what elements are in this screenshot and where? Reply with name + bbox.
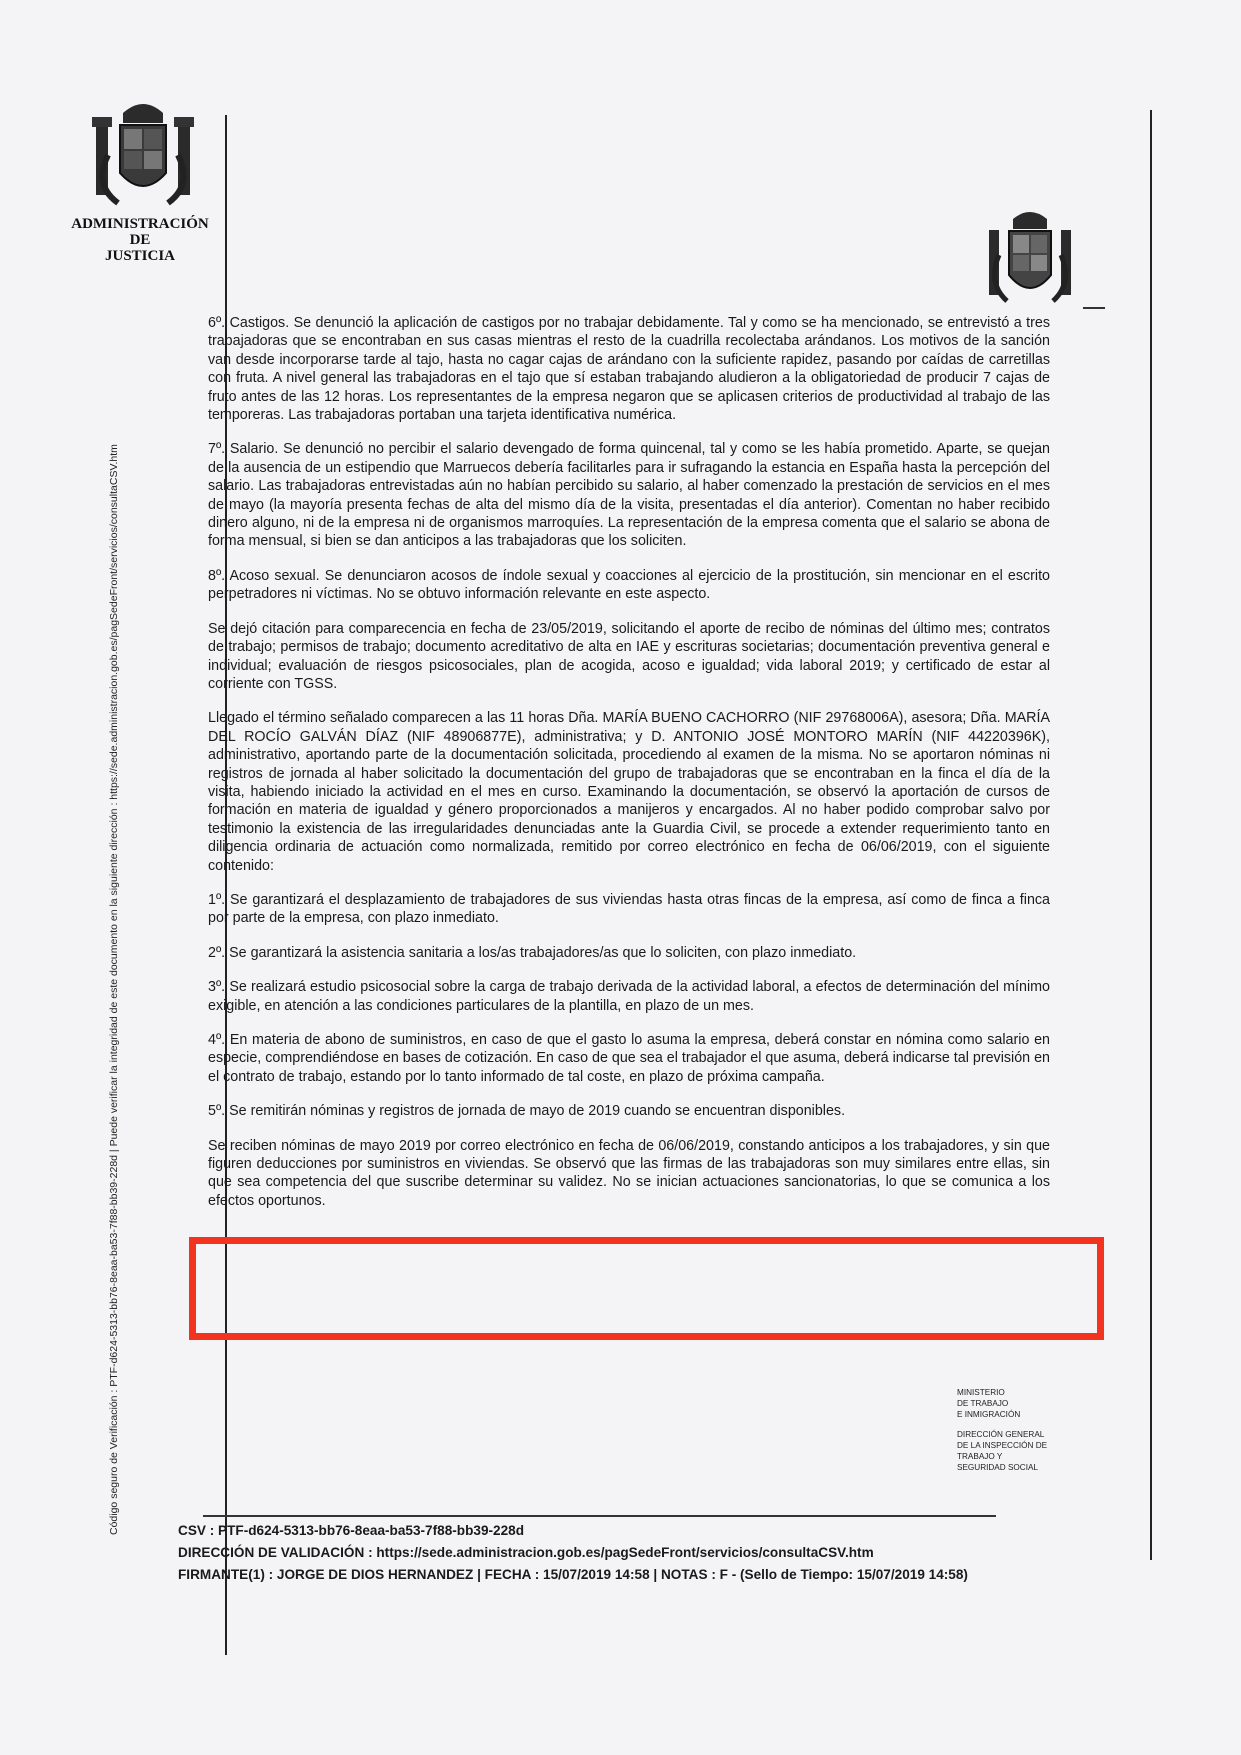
side-verification-note: Código seguro de Verificación : PTF-d624-5313-bb76-8eaa-ba53-7f88-bb39-228d | Puede verificar la integridad de este documento en la siguiente dirección : https://sede.administracion.gob.es/pagSedeFront/servicios/consultaCSV.htm <box>108 444 120 1535</box>
ministry-line: DIRECCIÓN GENERAL <box>957 1430 1045 1440</box>
ministry-line: MINISTERIO <box>957 1388 1005 1397</box>
paragraph-salario: 7º. Salario. Se denunció no percibir el salario devengado de forma quincenal, tal y como se les había prometido. Aparte, se quejan de la ausencia de un estipendio que Marruecos debería facilitarles para ir sufragando la estancia en España hasta la percepción del salario. Las trabajadoras entrevistadas aún no habían percibido su salario, al haber comenzado la prestación de servicios en el mes de mayo (la mayoría presenta fechas de alta del mismo día de la visita, presentadas el día anterior). Comentan no haber recibido dinero alguno, ni de la empresa ni de organismos marroquíes. La representación de la empresa comenta que el salario se abona de forma mensual, si bien se dan anticipos a las trabajadoras que los soliciten. <box>208 441 1050 550</box>
ministry-line: TRABAJO Y <box>957 1451 1003 1461</box>
footer-firmante: FIRMANTE(1) : JORGE DE DIOS HERNANDEZ | FECHA : 15/07/2019 14:58 | NOTAS : F - (Sello de Tiempo: 15/07/2019 14:58) <box>178 1567 968 1582</box>
paragraph-requirement-2: 2º. Se garantizará la asistencia sanitaria a los/as trabajadores/as que lo soliciten, con plazo inmediato. <box>208 944 857 961</box>
admin-line-2: DE <box>129 232 151 248</box>
coat-of-arms-icon <box>88 95 198 215</box>
ministry-line: DE TRABAJO <box>957 1398 1009 1408</box>
coat-of-arms-icon <box>985 205 1075 310</box>
paragraph-acoso: 8º. Acoso sexual. Se denunciaron acosos de índole sexual y coacciones al ejercicio de la prostitución, sin mencionar en el escrito perpetradores ni víctimas. No se obtuvo información relevante en este aspecto. <box>208 567 1050 603</box>
admin-line-3: JUSTICIA <box>104 248 176 264</box>
ministry-line: DE LA INSPECCIÓN DE <box>957 1441 1048 1451</box>
right-margin-line <box>1150 110 1152 1560</box>
footer-rule <box>203 1515 996 1517</box>
footer <box>178 1520 1078 1586</box>
footer-csv: CSV : PTF-d624-5313-bb76-8eaa-ba53-7f88-bb39-228d <box>178 1523 525 1538</box>
paragraph-requirement-3: 3º. Se realizará estudio psicosocial sobre la carga de trabajo derivada de la actividad laboral, a efectos de determinación del mínimo exigible, en atención a las condiciones particulares de la plantilla, en plazo de un mes. <box>208 979 1050 1014</box>
paragraph-citacion: Se dejó citación para comparecencia en fecha de 23/05/2019, solicitando el aporte de recibo de nóminas del último mes; contratos de trabajo; permisos de trabajo; documento acreditativo de alta en IAE y escrituras societarias; documentación preventiva general e individual; evaluación de riesgos psicosociales, plan de acogida, acoso e igualdad; vida laboral 2019; y certificado de estar al corriente con TGSS. <box>208 620 1050 692</box>
header-dash <box>1083 307 1105 309</box>
paragraph-conclusion: Se reciben nóminas de mayo 2019 por correo electrónico en fecha de 06/06/2019, constando anticipos a los trabajadores, y sin que figuren deducciones por suministros en viviendas. Se observó que las firmas de las trabajadoras son muy similares entre ellas, sin que sea competencia del que suscribe determinar su validez. No se inician actuaciones sancionatorias, lo que se comunica a los efectos oportunos. <box>208 1137 1050 1209</box>
paragraph-requirement-1: 1º. Se garantizará el desplazamiento de trabajadores de sus viviendas hasta otras fincas de la empresa, así como de finca a finca por parte de la empresa, con plazo inmediato. <box>208 891 1050 927</box>
paragraph-requirement-4: 4º. En materia de abono de suministros, en caso de que el gasto lo asuma la empresa, deberá constar en nómina como salario en especie, comprendiéndose en bases de cotización. En caso de que sea el trabajador el que asuma, deberá indicarse tal previsión en el contrato de trabajo, estando por lo tanto informado de tal coste, en plazo de próxima campaña. <box>208 1032 1050 1085</box>
footer-direccion: DIRECCIÓN DE VALIDACIÓN : https://sede.administracion.gob.es/pagSedeFront/servicios/consultaCSV.htm <box>178 1545 874 1560</box>
highlight-box <box>189 1237 1104 1340</box>
administracion-justicia-label <box>60 216 220 264</box>
admin-line-1: ADMINISTRACIÓN <box>71 216 209 232</box>
ministry-logo <box>957 1388 1067 1474</box>
paragraph-requirement-5: 5º. Se remitirán nóminas y registros de jornada de mayo de 2019 cuando se encuentran disponibles. <box>208 1103 846 1120</box>
paragraph-comparecencia: Llegado el término señalado comparecen a las 11 horas Dña. MARÍA BUENO CACHORRO (NIF 29768006A), asesora; Dña. MARÍA DEL ROCÍO GALVÁN DÍAZ (NIF 48906877E), administrativa; y D. ANTONIO JOSÉ MONTORO MARÍN (NIF 44220396K), administrativo, aportando parte de la documentación solicitada, procediendo al examen de la misma. No se aportaron nóminas ni registros de jornada al haber solicitado la documentación del grupo de trabajadoras que se encontraban en la finca el día de la visita, habiendo iniciado la actividad en el mes en curso. Examinando la documentación, se observó la aportación de cursos de formación en materia de igualdad y género proporcionados a manijeros y encargados. Al no haber podido comprobar salvo por testimonio la existencia de las irregularidades denunciadas ante la Guardia Civil, se procede a extender requerimiento tanto en diligencia ordinaria de actuación como normalizada, remitido por correo electrónico en fecha de 06/06/2019, con el siguiente contenido: <box>208 710 1050 874</box>
paragraph-castigos: 6º. Castigos. Se denunció la aplicación de castigos por no trabajar debidamente. Tal y como se ha mencionado, se entrevistó a tres trabajadoras que se encontraban en sus casas mientras el resto de la cuadrilla recolectaba arándanos. Los motivos de la sanción van desde incorporarse tarde al tajo, hasta no cagar cajas de arándano con la suficiente rapidez, pasando por caídas de carretillas con fruta. A nivel general las trabajadoras en el tajo que sí estaban trabajando aludieron a la obligatoriedad de producir 7 cajas de fruto antes de las 12 horas. Los representantes de la empresa negaron que se aplicasen criterios de productividad al trabajo de las temporeras. Las trabajadoras portaban una tarjeta identificativa numérica. <box>208 315 1050 424</box>
document-body <box>208 314 1050 1226</box>
ministry-line: SEGURIDAD SOCIAL <box>957 1462 1038 1472</box>
ministry-line: E INMIGRACIÓN <box>957 1409 1021 1419</box>
